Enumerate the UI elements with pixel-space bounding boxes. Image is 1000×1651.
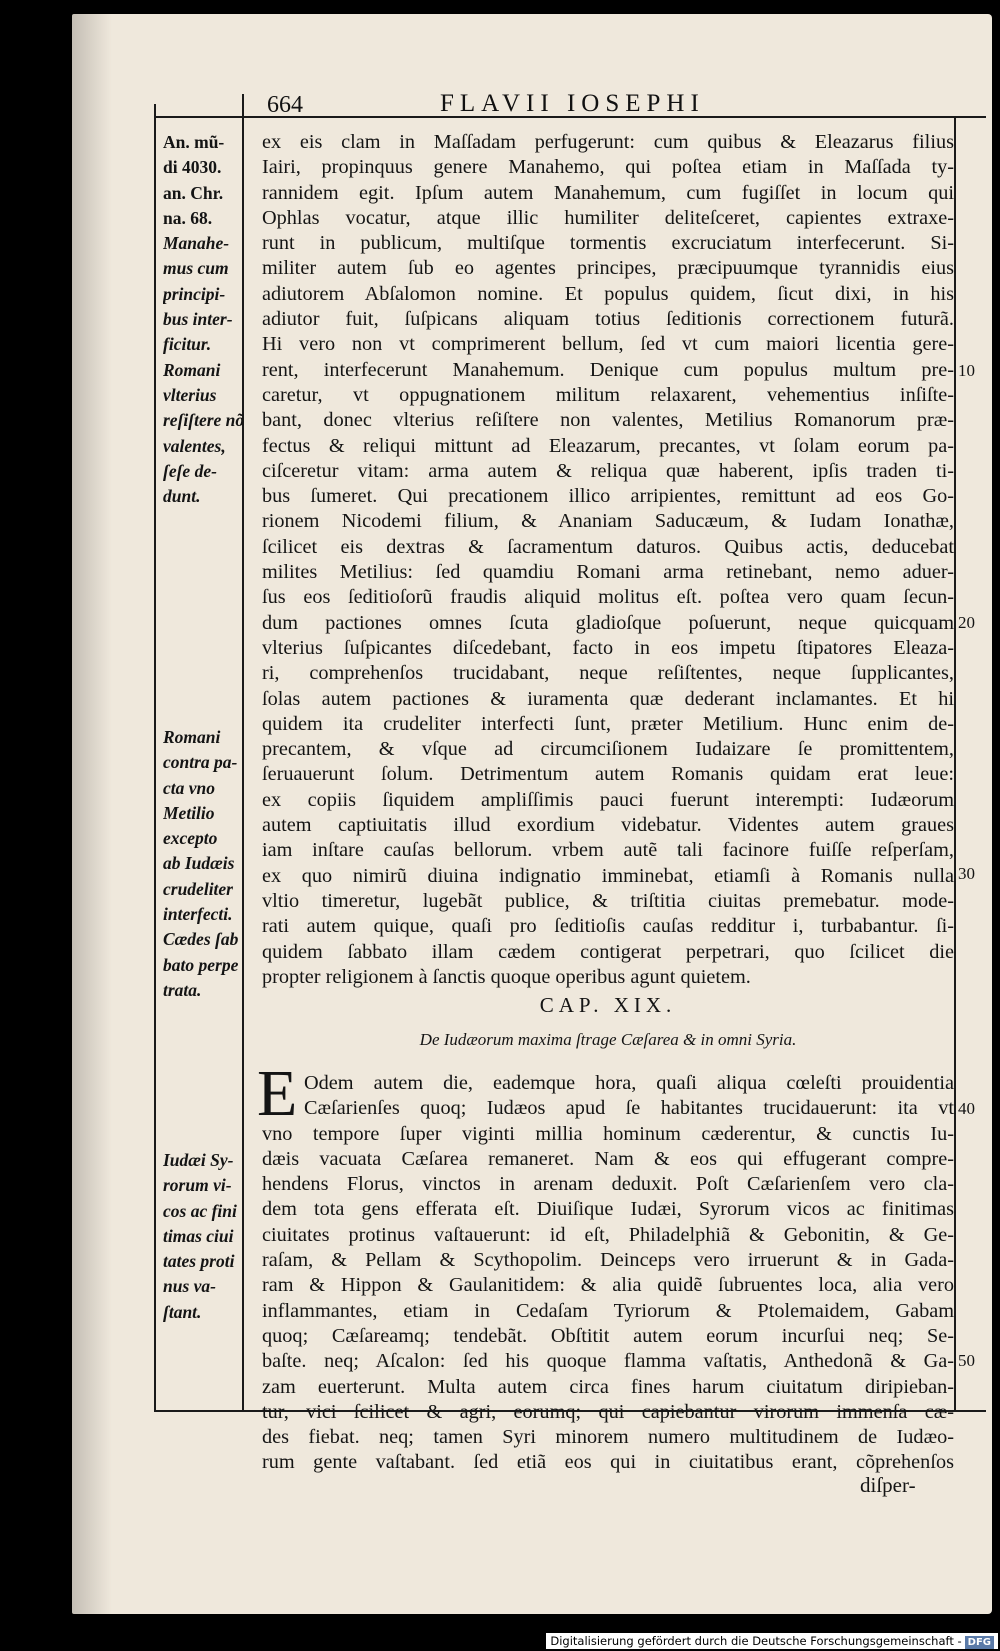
line-number: 20 — [958, 613, 975, 632]
line-number: 50 — [958, 1351, 975, 1370]
margin-line: rorum vi- — [163, 1175, 232, 1196]
text-line: dem tota gens efferata eſt. Diuiſique Iudæi, Syrorum vicos ac finitimas — [262, 1198, 954, 1221]
margin-line: reſiſtere nõ — [163, 410, 245, 431]
text-line: ſeruauerunt ſolum. Detrimentum autem Romanis quidam erat leue: — [262, 763, 954, 786]
page-number: 664 — [267, 92, 303, 118]
text-line: tur, vici ſcilicet & agri, eorumq; qui capiebantur virorum immenſa cæ- — [262, 1400, 954, 1423]
text-line: ſus eos ſeditioſorũ fraudis aliquid molitus eſt. poſtea vero quam ſecun- — [262, 586, 954, 609]
text-line: rionem Nicodemi filium, & Ananiam Saducæum, & Iudam Ionathæ, — [262, 510, 954, 533]
text-line: ſcilicet eis dextras & ſacramentum daturos. Quibus actis, deducebat — [262, 535, 954, 558]
margin-line: cta vno — [163, 777, 216, 798]
margin-line: contra pa- — [163, 752, 238, 773]
text-line: adiutorem Abſalomon nomine. Et populus quidem, ſicut dixi, in his — [262, 282, 954, 305]
margin-line: dunt. — [163, 486, 201, 507]
text-line: quidem ita crudeliter interfecti ſunt, præter Metilium. Hunc enim de- — [262, 712, 954, 735]
margin-line: di 4030. — [163, 157, 222, 178]
dfg-logo: DFG — [965, 1636, 994, 1649]
text-line: Odem autem die, eademque hora, quaſi aliqua cœleſti prouidentia — [304, 1072, 954, 1094]
text-line: ciſceretur vitam: arma autem & reliqua quæ haberent, ipſis traden ti- — [262, 459, 954, 482]
margin-line: Romani — [163, 727, 221, 747]
text-line: precantem, & vſque ad circumciſionem Iudaizare ſe promittentem, — [262, 738, 954, 761]
right-rule — [954, 118, 956, 1412]
margin-line: ſtant. — [163, 1301, 202, 1322]
line-number: 30 — [958, 864, 975, 883]
text-line: Iairi, propinquus genere Manahemo, qui poſtea etiam in Maſſada ty- — [262, 156, 954, 179]
margin-line: Cædes ſab — [163, 929, 239, 950]
margin-line: tates proti — [163, 1251, 235, 1272]
line-number: 10 — [958, 361, 975, 380]
margin-line: ficitur. — [163, 334, 212, 355]
text-line: Hi vero non vt comprimerent bellum, ſed vt cum maiori licentia gere- — [262, 333, 954, 356]
text-line: vltio timeretur, lugebãt publice, & triſtitia ciuitas premebatur. mode- — [262, 889, 954, 912]
text-line: iam inſtare cauſas bellorum. vrbem autẽ tali facinore fuiſſe reſperſam, — [262, 839, 954, 862]
text-line: raſam, & Pellam & Scythopolim. Deinceps vero irruerunt & in Gada- — [262, 1249, 954, 1272]
text-line: adiutor fuit, ſuſpicans aliquam totius ſeditionis correctionem futurã. — [262, 308, 954, 331]
margin-line: cos ac fini — [163, 1200, 237, 1221]
margin-line: ſeſe de- — [163, 460, 217, 481]
text-line: dum pactiones omnes ſcuta gladioſque poſuerunt, neque quicquam — [262, 611, 954, 634]
margin-line: ab Iudæis — [163, 853, 235, 874]
text-line: quidem ſabbato illam cædem contigerat perpetrari, quo ſcilicet die — [262, 940, 954, 963]
text-line: ri, comprehenſos trucidabant, neque reſiſtentes, neque ſupplicantes, — [262, 662, 954, 685]
text-line: autem captiuitatis illud exordium videbatur. Videntes autem graues — [262, 814, 954, 837]
margin-line: nus va- — [163, 1276, 216, 1297]
text-line: ſolas autem pactiones & iuramenta quæ dederant inclamantes. Et hi — [262, 687, 954, 710]
text-line: hendens Florus, vinctos in arenam deduxit. Poſt Cæſarienſem vero cla- — [262, 1173, 954, 1196]
margin-line: An. mũ- — [163, 132, 225, 152]
marginal-note-2 — [163, 725, 249, 1003]
text-line: caretur, vt oppugnationem militum relaxarent, vehementius inſiſte- — [262, 383, 954, 406]
chapter-heading: CAP. XIX. — [539, 993, 677, 1017]
text-line: baſte. neq; Aſcalon: ſed his quoque flamma vaſtatis, Anthedonã & Ga- — [262, 1350, 954, 1373]
text-line: quoq; Cæſareamq; tendebãt. Obſtitit autem eorum incurſui neq; Se- — [262, 1324, 954, 1347]
margin-line: Metilio — [163, 802, 215, 823]
text-line: ciuitates protinus vaſtauerunt: id eſt, Philadelphiã & Gebonitin, & Ge- — [262, 1223, 954, 1246]
margin-line: an. Chr. — [163, 182, 224, 203]
text-line: bus ſumeret. Qui precationem illico arripientes, remittunt ad eos Go- — [262, 485, 954, 508]
margin-line: excepto — [163, 828, 218, 849]
margin-line: timas ciui — [163, 1225, 234, 1246]
margin-line: principi- — [163, 283, 226, 304]
text-line: zam euerterunt. Multa autem circa fines harum ciuitatum diripieban- — [262, 1375, 954, 1398]
text-line: des fiebat. neq; tamen Syri minorem numero multitudinem de Iudæo- — [262, 1426, 954, 1449]
drop-capital: E — [257, 1057, 298, 1130]
text-line: ex copiis ſiquidem ampliſſimis pauci fuerunt interempti: Iudæorum — [262, 788, 954, 811]
text-block-1 — [262, 130, 954, 990]
text-block-2 — [262, 1071, 954, 1476]
line-number: 40 — [958, 1099, 975, 1118]
margin-line: interfecti. — [163, 904, 233, 925]
margin-line: mus cum — [163, 258, 229, 279]
marginal-note-1 — [163, 130, 249, 509]
text-line: militer autem ſub eo agentes principes, præcipuumque tyrannidis eius — [262, 257, 954, 280]
text-line: rannidem egit. Ipſum autem Manahemum, cum fugiſſet in locum qui — [262, 181, 954, 204]
chapter-subtitle: De Iudæorum maxima ſtrage Cæſarea & in omni Syria. — [419, 1030, 797, 1049]
margin-line: valentes, — [163, 435, 226, 456]
margin-line: crudeliter — [163, 878, 233, 899]
margin-line: trata. — [163, 979, 202, 1000]
digitization-credit — [546, 1633, 998, 1649]
text-line: bant, donec vlterius reſiſtere non valentes, Metilius Romanorum præ- — [262, 409, 954, 432]
text-line: ex eis clam in Maſſadam perfugerunt: cum quibus & Eleazarus filius — [262, 131, 954, 153]
text-line: milites Metilius: ſed quamdiu Romani arma retinebant, nemo aduer- — [262, 561, 954, 584]
text-line: Cæſarienſes quoq; Iudæos apud ſe habitantes trucidauerunt: ita vt — [304, 1097, 954, 1120]
margin-line: na. 68. — [163, 207, 213, 228]
text-line: rum gente vaſtabant. ſed etiã eos qui in ciuitatibus erant, cõprehenſos — [262, 1451, 954, 1474]
running-title: FLAVII IOSEPHI — [440, 90, 705, 117]
text-line: runt in publicum, multiſque tormentis excruciatum interfecerunt. Si- — [262, 232, 954, 255]
text-line: rent, interfecerunt Manahemum. Denique cum populus multum pre- — [262, 358, 954, 381]
catchword: diſper- — [860, 1473, 916, 1497]
text-line: inflammantes, etiam in Cedaſam Tyriorum & Ptolemaidem, Gabam — [262, 1299, 954, 1322]
margin-line: Romani — [163, 359, 221, 380]
text-line: ex quo nimirũ diuina indignatio imminebat, etiamſi à Romanis nulla — [262, 864, 954, 887]
text-line: rati autem quique, quaſi pro ſeditioſis cauſas redditur i, turbabantur. ſi- — [262, 915, 954, 938]
text-line: fectus & reliqui mittunt ad Eleazarum, precantes, vt ſolam eorum pa- — [262, 434, 954, 457]
margin-line: bus inter- — [163, 309, 233, 330]
credit-text: Digitalisierung gefördert durch die Deutsche Forschungsgemeinschaft - — [550, 1634, 962, 1648]
text-line: propter religionem à ſanctis quoque operibus agunt quietem. — [262, 965, 751, 988]
margin-line: bato perpe — [163, 954, 239, 975]
margin-line: vlterius — [163, 384, 217, 405]
text-line: Ophlas vocatur, atque illic humiliter deliteſceret, capientes extraxe- — [262, 206, 954, 229]
marginal-note-3 — [163, 1148, 249, 1325]
margin-line: Manahe- — [163, 233, 230, 254]
text-line: vno tempore ſuper viginti millia hominum cæderentur, & cunctis Iu- — [262, 1122, 954, 1145]
margin-line: Iudæi Sy- — [163, 1150, 234, 1170]
text-line: vlterius ſuſpicantes diſcedebant, facto in eos impetu ſtipatores Eleaza- — [262, 636, 954, 659]
text-line: ram & Hippon & Gaulanitidem: & alia quidẽ ſubruentes loca, alia vero — [262, 1274, 954, 1297]
text-line: dæis vacuata Cæſarea remaneret. Nam & eos qui effugerant compre- — [262, 1147, 954, 1170]
left-outer-rule — [154, 104, 156, 1412]
